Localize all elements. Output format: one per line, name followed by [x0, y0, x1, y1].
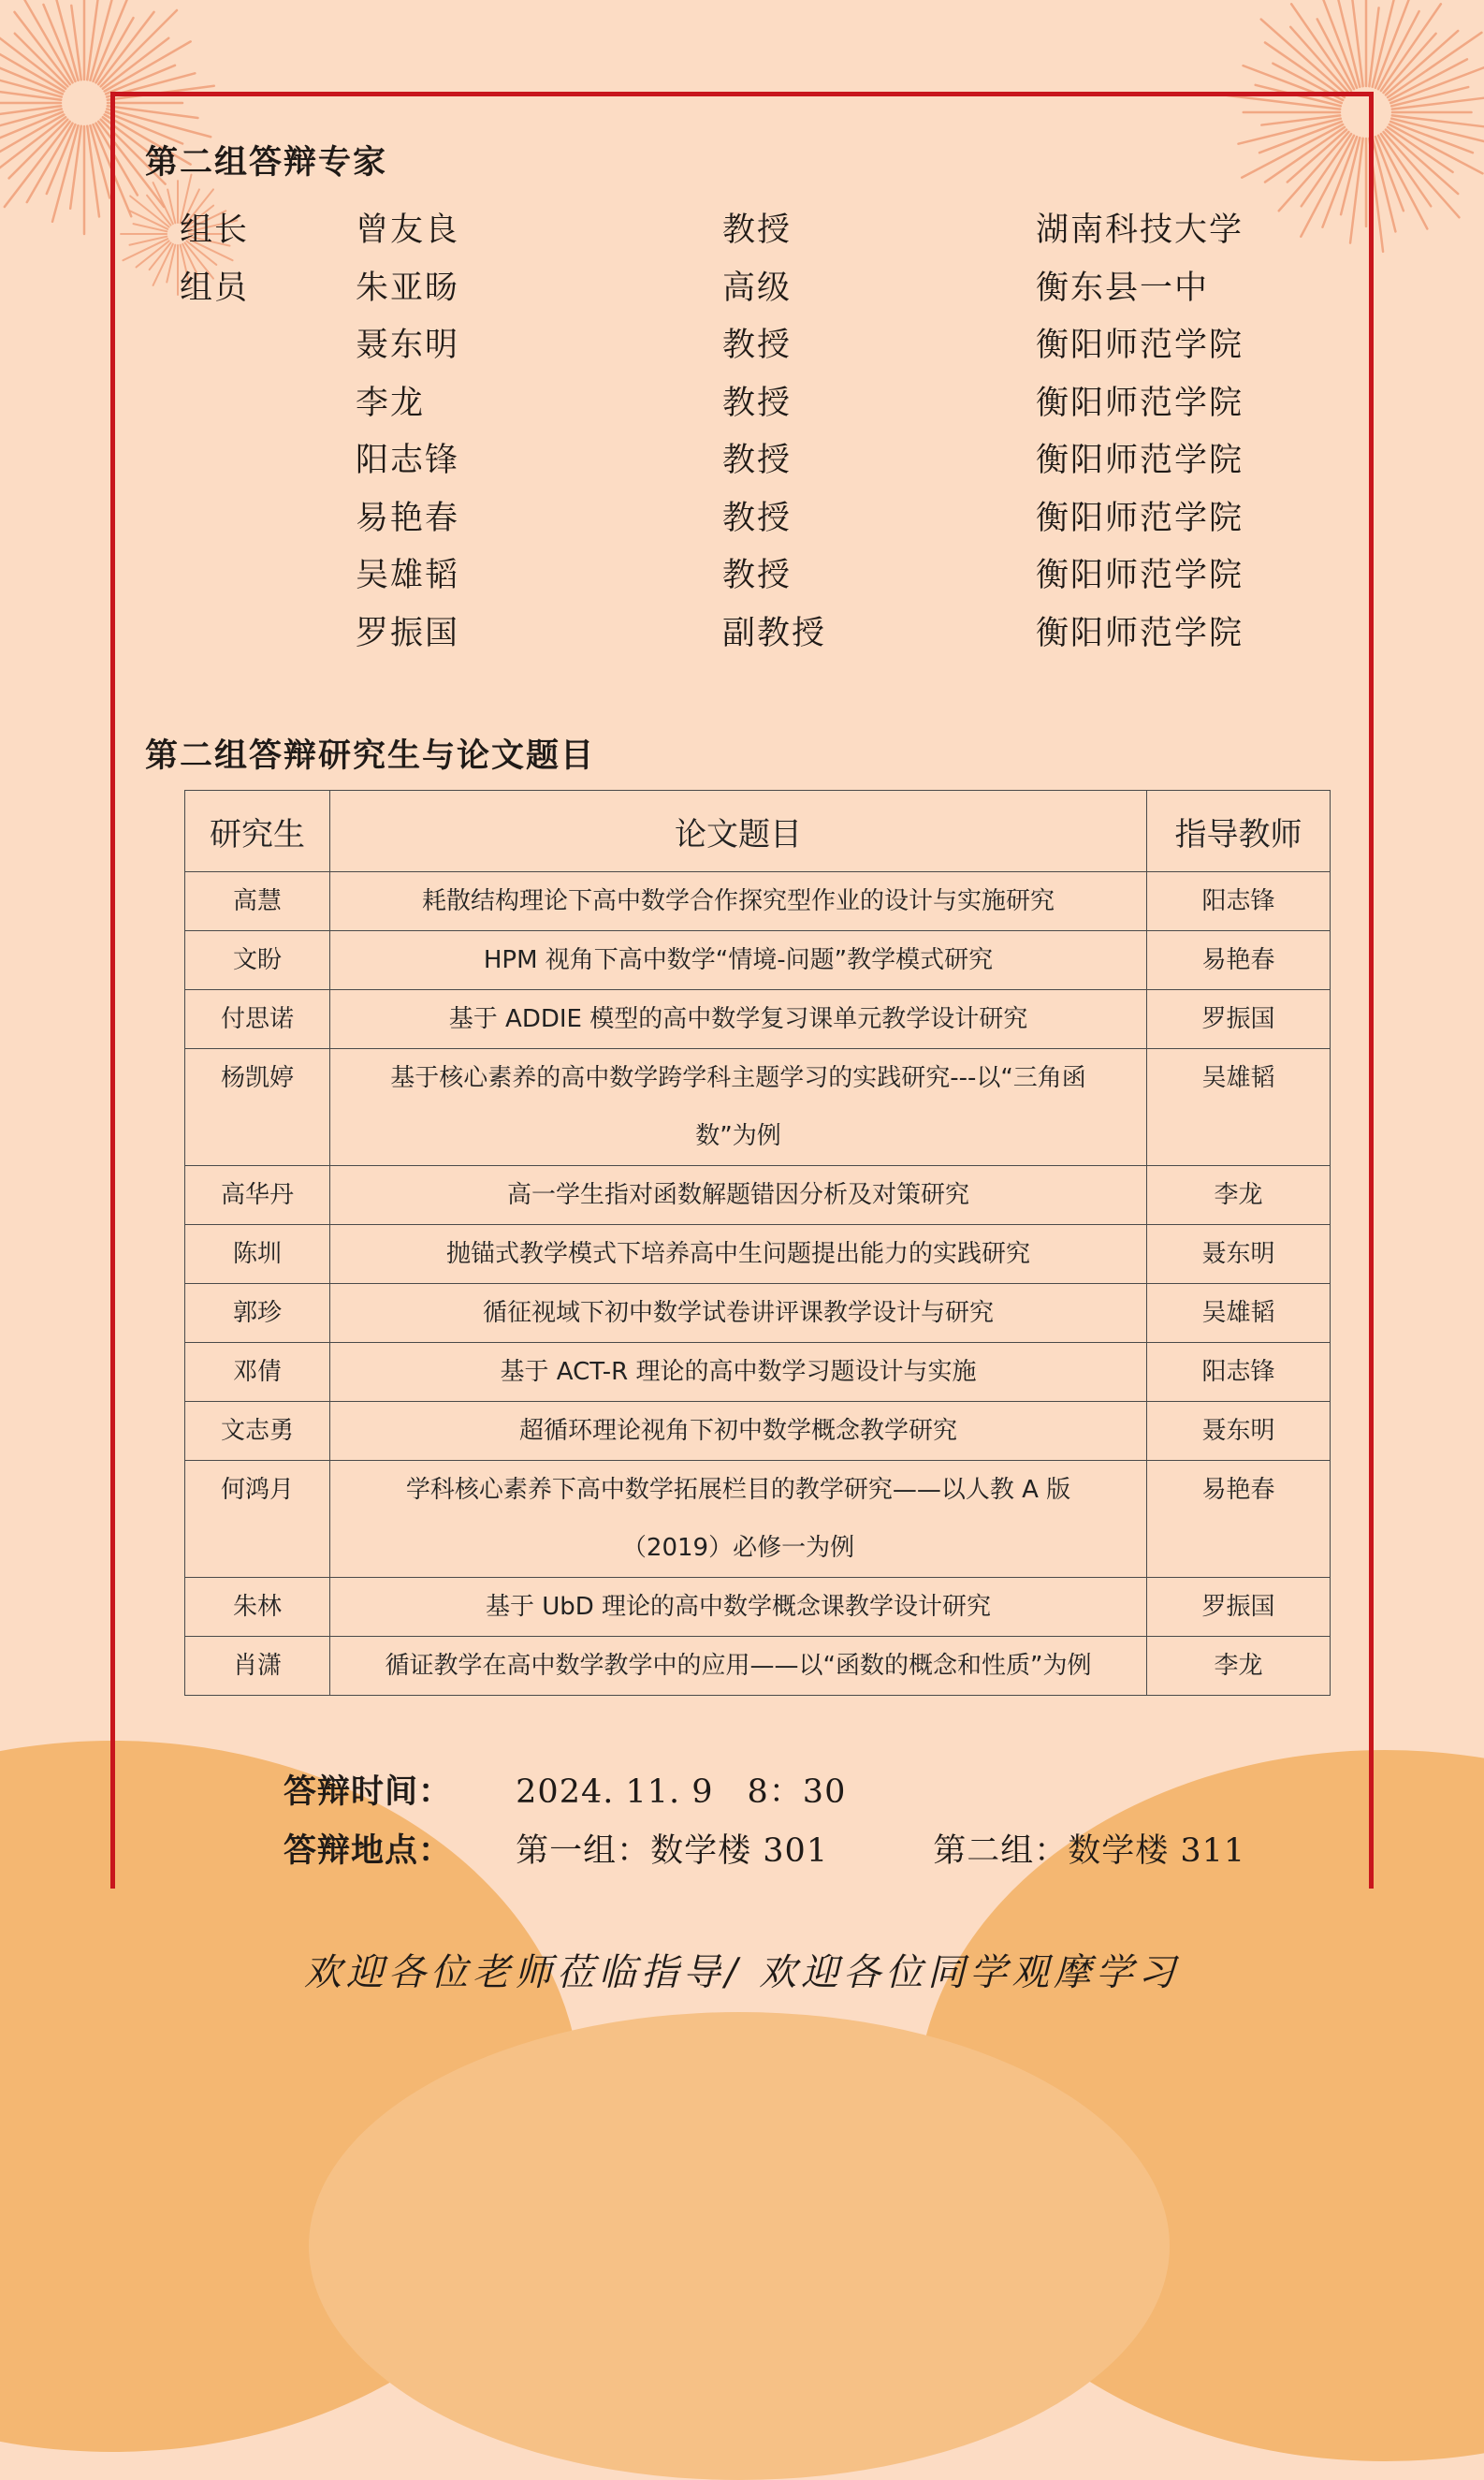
topic-line: 抛锚式教学模式下培养高中生问题提出能力的实践研究: [445, 1240, 1030, 1268]
topic-cell: [330, 990, 1147, 1049]
topic-line: 学科核心素养下高中数学拓展栏目的教学研究——以人教 A 版: [405, 1476, 1071, 1504]
table-row: [185, 1284, 1331, 1343]
expert-role: 组长: [180, 212, 250, 249]
expert-row: [180, 262, 1302, 320]
topic-cell: [330, 1049, 1147, 1166]
topic-line: 耗散结构理论下高中数学合作探究型作业的设计与实施研究: [421, 887, 1055, 915]
table-row: [185, 1049, 1331, 1166]
topic-cell: [330, 1284, 1147, 1343]
topic-line: HPM 视角下高中数学“情境-问题”教学模式研究: [483, 946, 994, 974]
defense-time-label: 答辩时间：: [284, 1773, 453, 1811]
thesis-section-title: 第二组答辩研究生与论文题目: [145, 737, 596, 775]
topic-line: 循证教学在高中数学教学中的应用——以“函数的概念和性质”为例: [385, 1652, 1092, 1680]
expert-title: 教授: [722, 212, 793, 249]
topic-cell: [330, 1343, 1147, 1402]
table-row: [185, 1402, 1331, 1461]
welcome-text: 欢迎各位老师莅临指导/ 欢迎各位同学观摩学习: [303, 1951, 1181, 1994]
student-cell: 文盼: [185, 931, 330, 990]
expert-role: 组员: [180, 269, 250, 307]
experts-list: [180, 204, 1302, 664]
advisor-cell: 李龙: [1147, 1166, 1331, 1225]
topic-line: 基于 ADDIE 模型的高中数学复习课单元教学设计研究: [448, 1005, 1028, 1033]
student-cell: 郭珍: [185, 1284, 330, 1343]
advisor-cell: 吴雄韬: [1147, 1049, 1331, 1166]
table-header-row: [185, 791, 1331, 872]
topic-cell: [330, 1461, 1147, 1578]
expert-title: 高级: [722, 269, 793, 307]
advisor-cell: 聂东明: [1147, 1402, 1331, 1461]
table-row: [185, 1166, 1331, 1225]
advisor-cell: 李龙: [1147, 1637, 1331, 1696]
defense-place-group1: 第一组：数学楼 301: [516, 1832, 829, 1870]
topic-line: 基于 UbD 理论的高中数学概念课教学设计研究: [485, 1593, 992, 1621]
defense-place-label: 答辩地点：: [284, 1832, 453, 1870]
expert-title: 副教授: [722, 614, 827, 652]
expert-name: 阳志锋: [356, 442, 460, 479]
expert-title: 教授: [722, 442, 793, 479]
advisor-cell: 罗振国: [1147, 1578, 1331, 1637]
defense-place: [284, 1825, 1245, 1872]
topic-line: 高一学生指对函数解题错因分析及对策研究: [506, 1181, 969, 1209]
topic-cell: [330, 1402, 1147, 1461]
topic-cell: [330, 1225, 1147, 1284]
advisor-cell: 吴雄韬: [1147, 1284, 1331, 1343]
topic-line: 数”为例: [695, 1122, 781, 1150]
expert-org: 衡阳师范学院: [1036, 499, 1244, 537]
thesis-table: [184, 790, 1331, 1696]
student-cell: 文志勇: [185, 1402, 330, 1461]
header-topic: 论文题目: [330, 791, 1147, 872]
defense-place-group2: 第二组：数学楼 311: [933, 1832, 1246, 1870]
advisor-cell: 阳志锋: [1147, 872, 1331, 931]
topic-line: 基于核心素养的高中数学跨学科主题学习的实践研究---以“三角函: [390, 1064, 1086, 1092]
expert-title: 教授: [722, 384, 793, 422]
topic-line: 超循环理论视角下初中数学概念教学研究: [518, 1417, 957, 1445]
topic-cell: [330, 1166, 1147, 1225]
expert-org: 衡阳师范学院: [1036, 614, 1244, 652]
expert-name: 易艳春: [356, 499, 460, 537]
expert-org: 衡东县一中: [1036, 269, 1210, 307]
student-cell: 肖潇: [185, 1637, 330, 1696]
expert-org: 衡阳师范学院: [1036, 327, 1244, 364]
expert-row: [180, 204, 1302, 262]
table-row: [185, 1637, 1331, 1696]
topic-cell: [330, 1637, 1147, 1696]
expert-org: 衡阳师范学院: [1036, 557, 1244, 594]
student-cell: 杨凯婷: [185, 1049, 330, 1166]
student-cell: 邓倩: [185, 1343, 330, 1402]
student-cell: 高慧: [185, 872, 330, 931]
experts-section-title: 第二组答辩专家: [145, 144, 388, 182]
expert-row: [180, 319, 1302, 377]
student-cell: 何鸿月: [185, 1461, 330, 1578]
expert-row: [180, 549, 1302, 607]
topic-cell: [330, 872, 1147, 931]
topic-cell: [330, 931, 1147, 990]
expert-org: 湖南科技大学: [1036, 212, 1244, 249]
defense-time: [284, 1766, 846, 1813]
expert-name: 曾友良: [356, 212, 460, 249]
advisor-cell: 易艳春: [1147, 931, 1331, 990]
advisor-cell: 易艳春: [1147, 1461, 1331, 1578]
student-cell: 陈圳: [185, 1225, 330, 1284]
expert-title: 教授: [722, 557, 793, 594]
student-cell: 高华丹: [185, 1166, 330, 1225]
advisor-cell: 罗振国: [1147, 990, 1331, 1049]
expert-org: 衡阳师范学院: [1036, 442, 1244, 479]
expert-row: [180, 607, 1302, 665]
table-row: [185, 1461, 1331, 1578]
topic-line: 基于 ACT-R 理论的高中数学习题设计与实施: [500, 1358, 977, 1386]
defense-time-value: 2024. 11. 9 8：30: [516, 1773, 847, 1811]
expert-title: 教授: [722, 499, 793, 537]
expert-name: 李龙: [356, 384, 426, 422]
expert-name: 罗振国: [356, 614, 460, 652]
expert-title: 教授: [722, 327, 793, 364]
student-cell: 付思诺: [185, 990, 330, 1049]
header-advisor: 指导教师: [1147, 791, 1331, 872]
header-student: 研究生: [185, 791, 330, 872]
decor-blob-center: [309, 2012, 1170, 2480]
table-row: [185, 1225, 1331, 1284]
student-cell: 朱林: [185, 1578, 330, 1637]
topic-cell: [330, 1578, 1147, 1637]
topic-line: 循征视域下初中数学试卷讲评课教学设计与研究: [482, 1299, 994, 1327]
table-row: [185, 931, 1331, 990]
expert-name: 朱亚旸: [356, 269, 460, 307]
table-row: [185, 990, 1331, 1049]
expert-row: [180, 434, 1302, 492]
table-row: [185, 872, 1331, 931]
expert-row: [180, 377, 1302, 435]
expert-org: 衡阳师范学院: [1036, 384, 1244, 422]
topic-line: （2019）必修一为例: [621, 1534, 855, 1562]
table-row: [185, 1343, 1331, 1402]
advisor-cell: 聂东明: [1147, 1225, 1331, 1284]
advisor-cell: 阳志锋: [1147, 1343, 1331, 1402]
table-row: [185, 1578, 1331, 1637]
expert-name: 聂东明: [356, 327, 460, 364]
expert-row: [180, 492, 1302, 550]
expert-name: 吴雄韬: [356, 557, 460, 594]
